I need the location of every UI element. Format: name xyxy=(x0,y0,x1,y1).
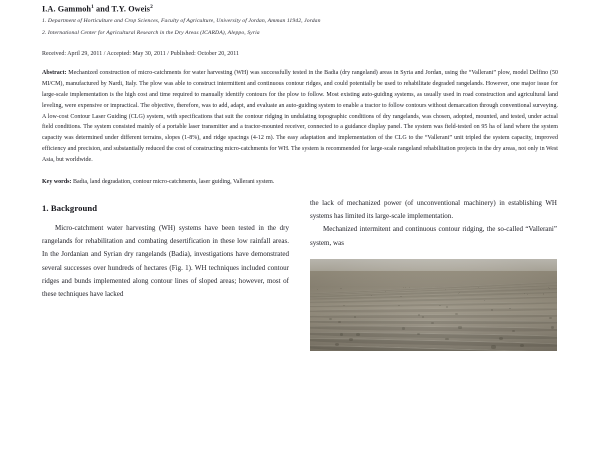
author-first: I.A. Gammoh xyxy=(42,4,92,14)
figure-shrub xyxy=(400,296,401,297)
figure-shrub xyxy=(458,326,461,328)
body-paragraph-right-1: the lack of mechanized power (of unconventional machinery) in establishing WH systems has limited its large-scale implementation. xyxy=(310,199,557,221)
body-column-left xyxy=(42,222,289,376)
author-first-affil-marker: 1 xyxy=(91,4,94,10)
figure-contour-ridge xyxy=(310,313,557,318)
author-second: and T.Y. Oweis xyxy=(93,4,151,14)
page-content xyxy=(42,0,558,376)
figure-shrub xyxy=(422,316,425,318)
author-list xyxy=(42,2,558,15)
figure-shrub xyxy=(431,322,434,324)
abstract-text: Mechanized construction of micro-catchments for water harvesting (WH) was successfully tested in the Badia (dry rangeland) areas in Syria and Jordan, using the “Vallerani” plow, model Delfino (50 MI/CM), manufactured by Nardi, Italy. The plow was able to construct intermittent and continuous contour ridges, and could potentially be used to rehabilitate degraded rangelands. However, one major issue for large-scale implementation is the high cost and time required to manually identify contours for the plow to follow. Most existing auto-guiding systems, as usually used in road construction and agricultural land leveling, were expensive or impractical. The objective, therefore, was to add, adapt, and evaluate an auto-guiding system to enable a tractor to follow contours without demarcation through conventional surveying. A low-cost Contour Laser Guiding (CLG) system, with specifications that suit the contour ridging in undulating topographic conditions of dry rangelands, was chosen, adopted, mounted, and tested, under actual field conditions. The system consisted mainly of a portable laser transmitter and a tractor-mounted receiver, connected to a guidance display panel. The system was field-tested on 95 ha of land where the system capacity was determined under different terrains, slopes (1-8%), and ridge spacings (4-12 m). The easy adaptation and implementation of the CLG to the “Vallerani” unit tripled the system capacity, improved efficiency and precision, and substantially reduced the cost of constructing micro-catchments for WH. The system is recommended for large-scale rangeland rehabilitation projects in the dry areas, not only in West Asia, but worldwide. xyxy=(42,69,558,164)
figure-shrub xyxy=(349,338,353,341)
affiliation-line-1: 1. Department of Horticulture and Crop Sciences, Faculty of Agriculture, University of Jordan, Amman 11942, Jordan xyxy=(42,18,321,25)
body-column-right xyxy=(310,197,557,351)
author-second-affil-marker: 2 xyxy=(150,4,153,10)
figure-shrub xyxy=(371,295,372,296)
figure-shrub xyxy=(478,287,479,288)
body-paragraph-right-2: Mechanized intermitent and continuous contour ridging, the so-called “Vallerani” system, was xyxy=(310,225,557,247)
affiliation-line-2: 2. International Center for Agricultural Research in the Dry Areas (ICARDA), Aleppo, Syria xyxy=(42,30,260,37)
keywords-text: Badia, land degradation, contour micro-catchments, laser guiding, Vallerani system. xyxy=(71,179,275,186)
figure-shrub xyxy=(340,288,341,289)
figure-shrub xyxy=(551,326,554,328)
body-paragraph-left-1: Micro-catchment water harvesting (WH) systems have been tested in the dry rangelands for rehabilitation and combating desertification in these low rainfall areas. In the Jordanian and Syrian dry rangelands (Badia), investigations have demonstrated several successes over hundreds of hectares (Fig. 1). WH techniques included contour ridges and bunds implemented along contour lines of sloped areas; however, most of these techniques have lacked xyxy=(42,224,289,299)
figure-shrub xyxy=(338,321,341,323)
figure-shrub xyxy=(356,333,360,336)
figure-shrub xyxy=(491,345,495,348)
figure-shrub xyxy=(317,289,318,290)
figure-shrub xyxy=(439,305,441,306)
abstract-block xyxy=(42,68,558,166)
figure-1-photograph xyxy=(310,259,557,351)
figure-shrub xyxy=(409,287,410,288)
abstract-label: Abstract: xyxy=(42,69,67,76)
keywords-block xyxy=(42,177,558,187)
publication-dateline: Received: April 29, 2011 / Accepted: May 30, 2011 / Published: October 20, 2011 xyxy=(42,50,239,57)
figure-shrub xyxy=(446,306,448,307)
figure-shrub xyxy=(402,327,405,329)
figure-shrub xyxy=(343,305,345,306)
figure-shrub xyxy=(543,294,544,295)
figure-shrub xyxy=(335,343,339,346)
keywords-label: Key words: xyxy=(42,179,72,186)
section-heading-background: 1. Background xyxy=(42,203,98,214)
